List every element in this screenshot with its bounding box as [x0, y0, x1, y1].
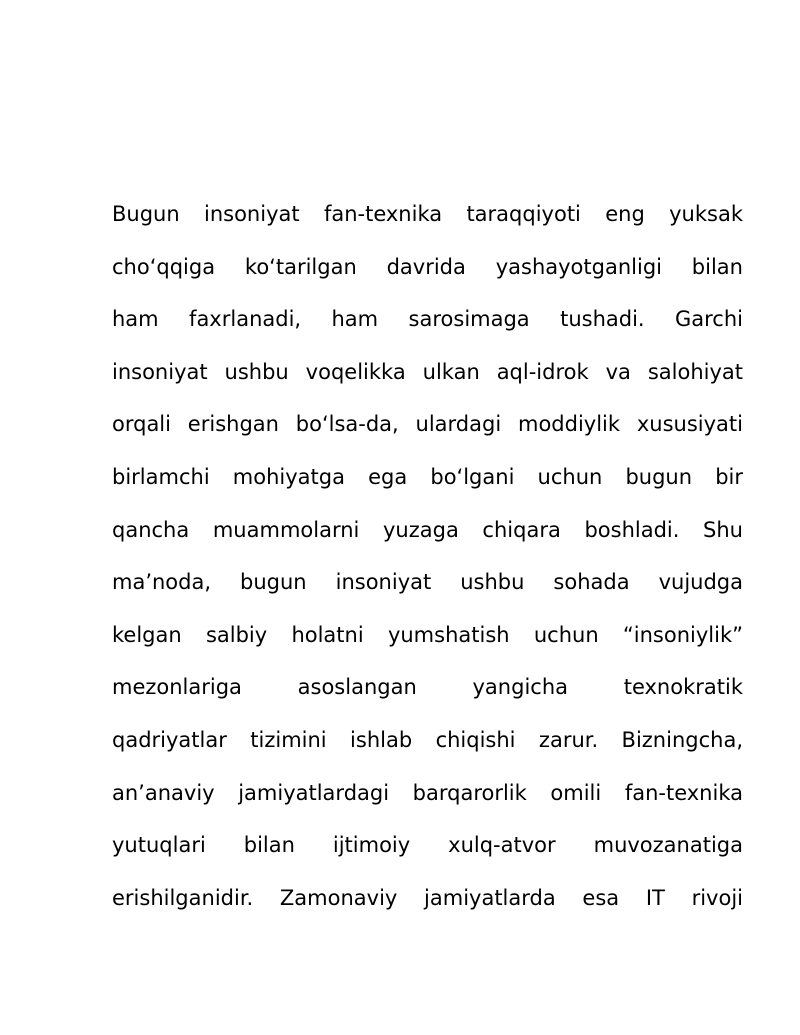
- paragraph-line: cho‘qqiga ko‘tarilgan davrida yashayotganligi bilan: [112, 254, 743, 279]
- paragraph-line: birlamchi mohiyatga ega bo‘lgani uchun bugun bir: [112, 464, 743, 489]
- paragraph-line: orqali erishgan bo‘lsa-da, ulardagi moddiylik xususiyati: [112, 412, 743, 437]
- paragraph-line: qancha muammolarni yuzaga chiqara boshladi. Shu: [112, 517, 743, 542]
- paragraph-line: an’anaviy jamiyatlardagi barqarorlik omili fan-texnika: [112, 780, 743, 805]
- paragraph-line: insoniyat ushbu voqelikka ulkan aql-idrok va salohiyat: [112, 359, 743, 384]
- paragraph-line: ma’noda, bugun insoniyat ushbu sohada vujudga: [112, 570, 743, 595]
- paragraph-line: yutuqlari bilan ijtimoiy xulq-atvor muvozanatiga: [112, 833, 743, 858]
- paragraph-line: kelgan salbiy holatni yumshatish uchun “insoniylik”: [112, 622, 743, 647]
- paragraph-line: ham faxrlanadi, ham sarosimaga tushadi. Garchi: [112, 307, 743, 332]
- paragraph-line: mezonlariga asoslangan yangicha texnokratik: [112, 675, 743, 700]
- paragraph-line: qadriyatlar tizimini ishlab chiqishi zarur. Bizningcha,: [112, 727, 743, 752]
- paragraph-line: erishilganidir. Zamonaviy jamiyatlarda esa IT rivoji: [112, 885, 743, 910]
- paragraph-line: Bugun insoniyat fan-texnika taraqqiyoti eng yuksak: [112, 202, 743, 226]
- body-paragraph: [112, 188, 743, 924]
